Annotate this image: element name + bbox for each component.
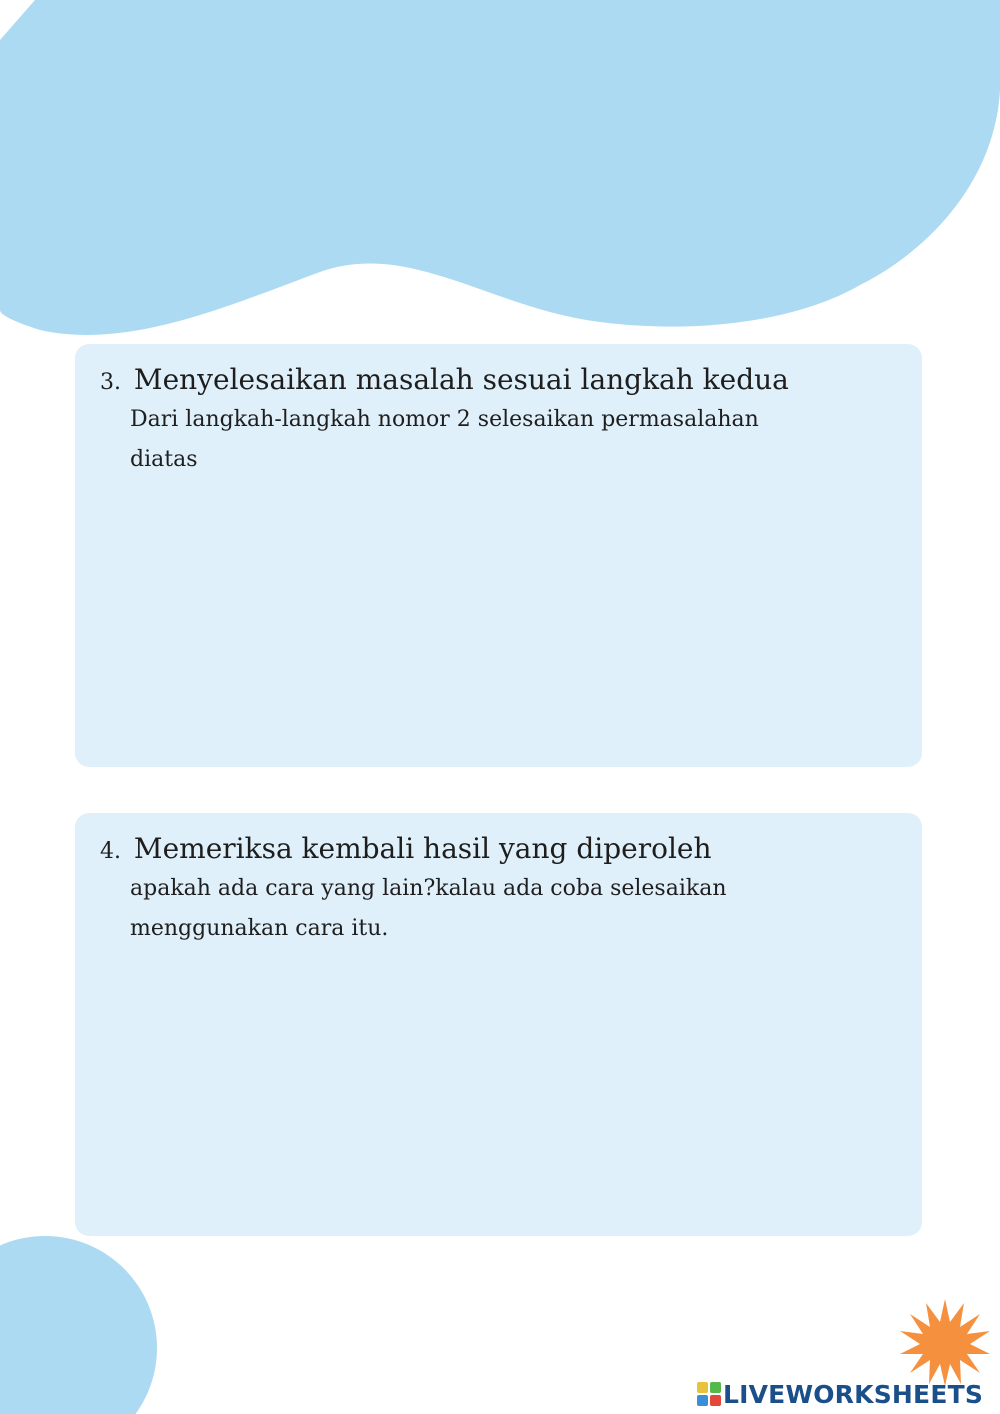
orange-sun-icon [897,1297,993,1387]
question-number-4: 4. [100,839,121,864]
question-title-3 [100,362,789,401]
question-heading-4: Memeriksa kembali hasil yang diperoleh [133,832,712,865]
liveworksheets-brand [697,1378,983,1410]
question-card-4 [75,813,922,1236]
question-number-3: 3. [100,370,121,395]
liveworksheets-logo-icon [697,1382,721,1406]
instruction-line: Dari langkah-langkah nomor 2 selesaikan permasalahan [130,407,759,432]
question-title-4 [100,831,712,870]
question-instructions-4 [130,869,870,949]
question-instructions-3 [130,400,870,480]
top-blob-decoration [0,0,1000,345]
question-card-3 [75,344,922,767]
brand-name: LIVEWORKSHEETS [723,1379,984,1409]
instruction-line: menggunakan cara itu. [130,916,389,941]
question-heading-3: Menyelesaikan masalah sesuai langkah kedua [133,363,789,396]
instruction-line: diatas [130,447,198,472]
instruction-line: apakah ada cara yang lain?kalau ada coba selesaikan [130,876,727,901]
bottom-circle-decoration [0,1230,160,1414]
